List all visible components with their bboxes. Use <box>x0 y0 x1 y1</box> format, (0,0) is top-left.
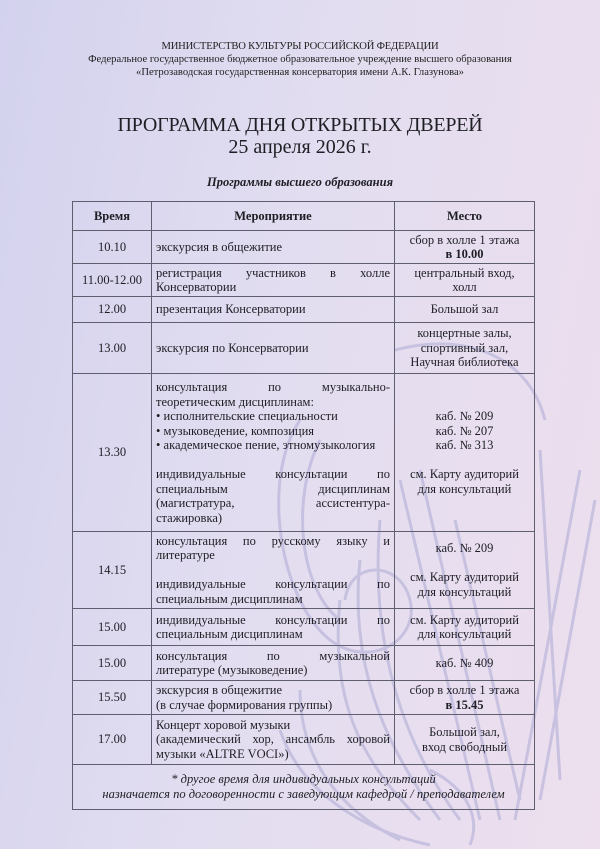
event-line: литературе (музыковедение) <box>156 663 308 677</box>
event-line: музыки «ALTRE VOCI») <box>156 746 289 761</box>
footnote-row <box>73 765 535 810</box>
event-line: индивидуальные консультации по <box>156 467 390 481</box>
event-line: Концерт хоровой музыки <box>156 717 291 732</box>
place-line: см. Карту аудиторий <box>410 467 519 481</box>
event-line: специальным дисциплинам <box>156 481 390 496</box>
row-place <box>395 374 535 532</box>
place-line: Научная библиотека <box>410 355 519 370</box>
section-subtitle: Программы высшего образования <box>206 175 394 189</box>
event-line: экскурсия в общежитие <box>156 683 283 697</box>
event-line: консультация по музыкально- <box>156 380 390 394</box>
row-time: 17.00 <box>73 715 152 765</box>
row-event: презентация Консерватории <box>152 297 395 323</box>
row-time: 10.10 <box>73 231 152 264</box>
institution-type: Федеральное государственное бюджетное образовательное учреждение высшего образования <box>88 54 512 65</box>
page-title: ПРОГРАММА ДНЯ ОТКРЫТЫХ ДВЕРЕЙ <box>117 114 483 136</box>
table-row <box>73 532 535 609</box>
row-time: 14.15 <box>73 532 152 609</box>
row-time: 15.00 <box>73 609 152 646</box>
row-event <box>152 532 395 609</box>
event-line: (в случае формирования группы) <box>156 697 333 712</box>
event-line: регистрация участников в холле <box>156 265 390 280</box>
table-row <box>73 715 535 765</box>
title-block <box>0 115 600 158</box>
event-line: консультация по русскому языку и <box>156 533 390 548</box>
place-line: для консультаций <box>417 481 512 496</box>
column-header-place: Место <box>395 202 535 231</box>
place-line: см. Карту аудиторий <box>410 570 519 584</box>
row-place: каб. № 409 <box>395 646 535 681</box>
bullet-item: • исполнительские специальности <box>156 409 390 424</box>
table-row <box>73 609 535 646</box>
event-date: 25 апреля 2026 г. <box>228 136 372 158</box>
room-number: каб. № 209 <box>435 409 494 423</box>
row-time: 13.30 <box>73 374 152 532</box>
document-header <box>0 40 600 79</box>
row-place <box>395 264 535 297</box>
row-place: Большой зал <box>395 297 535 323</box>
schedule-table <box>72 201 535 810</box>
place-time-bold: в 10.00 <box>445 247 484 261</box>
place-line: холл <box>452 280 477 294</box>
event-line: Консерватории <box>156 280 237 294</box>
place-line: спортивный зал, <box>420 340 509 355</box>
table-row <box>73 374 535 532</box>
event-line: теоретическим дисциплинам: <box>156 394 314 409</box>
row-place <box>395 609 535 646</box>
room-number: каб. № 207 <box>435 423 494 438</box>
table-row <box>73 264 535 297</box>
event-line: консультация по музыкальной <box>156 648 390 663</box>
room-number: каб. № 209 <box>435 541 494 555</box>
institution-name: «Петрозаводская государственная консерватория имени А.К. Глазунова» <box>136 67 464 78</box>
footnote-line: назначается по договоренности с заведующим кафедрой / преподавателем <box>102 787 505 801</box>
event-line: индивидуальные консультации по <box>156 577 390 592</box>
event-line: стажировка) <box>156 510 223 525</box>
place-line: сбор в холле 1 этажа <box>409 683 520 697</box>
place-line: см. Карту аудиторий <box>410 612 519 627</box>
row-time: 11.00-12.00 <box>73 264 152 297</box>
row-event <box>152 646 395 681</box>
row-event: экскурсия по Консерватории <box>152 323 395 374</box>
row-place <box>395 532 535 609</box>
bullet-item: • академическое пение, этномузыкология <box>156 438 390 453</box>
place-line: центральный вход, <box>414 265 515 280</box>
row-place <box>395 715 535 765</box>
row-place <box>395 681 535 715</box>
event-line: (академический хор, ансамбль хоровой <box>156 732 390 747</box>
row-event <box>152 715 395 765</box>
room-number: каб. № 313 <box>435 438 494 452</box>
place-time-bold: в 15.45 <box>445 697 484 712</box>
row-event <box>152 264 395 297</box>
place-line: для консультаций <box>417 627 512 641</box>
place-line: вход свободный <box>421 739 508 754</box>
place-line: концертные залы, <box>417 326 512 341</box>
footnote <box>73 765 535 810</box>
row-time: 12.00 <box>73 297 152 323</box>
table-row <box>73 681 535 715</box>
column-header-event: Мероприятие <box>152 202 395 231</box>
ministry-name: МИНИСТЕРСТВО КУЛЬТУРЫ РОССИЙСКОЙ ФЕДЕРАЦИИ <box>161 41 439 52</box>
place-line: сбор в холле 1 этажа <box>409 232 520 247</box>
event-line: литературе <box>156 548 215 563</box>
row-event: экскурсия в общежитие <box>152 231 395 264</box>
row-time: 13.00 <box>73 323 152 374</box>
footnote-line: * другое время для индивидуальных консультаций <box>171 772 436 786</box>
bullet-item: • музыковедение, композиция <box>156 424 390 439</box>
row-event <box>152 681 395 715</box>
event-line: индивидуальные консультации по <box>156 612 390 627</box>
event-line: специальным дисциплинам <box>156 627 303 641</box>
table-header-row <box>73 202 535 231</box>
event-line: специальным дисциплинам <box>156 591 303 606</box>
row-time: 15.50 <box>73 681 152 715</box>
row-event <box>152 609 395 646</box>
table-row <box>73 646 535 681</box>
column-header-time: Время <box>73 202 152 231</box>
row-place <box>395 231 535 264</box>
table-row <box>73 231 535 264</box>
row-place <box>395 323 535 374</box>
event-line: (магистратура, ассистентура- <box>156 496 390 510</box>
row-time: 15.00 <box>73 646 152 681</box>
place-line: для консультаций <box>417 584 512 599</box>
table-row <box>73 323 535 374</box>
table-row <box>73 297 535 323</box>
place-line: Большой зал, <box>429 725 500 739</box>
row-event <box>152 374 395 532</box>
